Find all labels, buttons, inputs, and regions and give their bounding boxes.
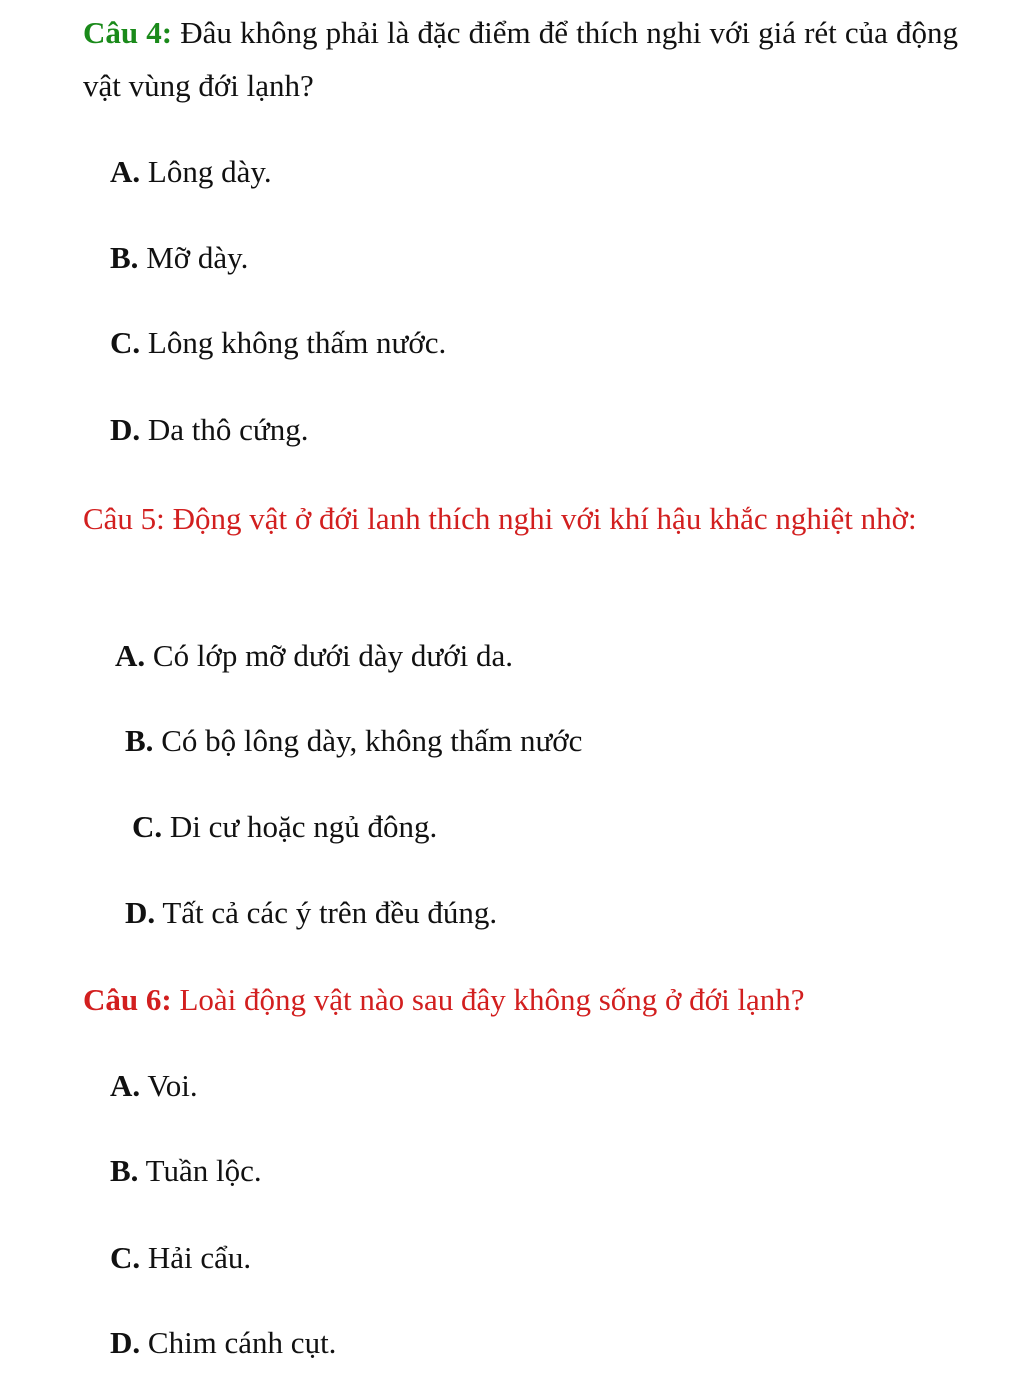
option-text: Lông dày. bbox=[147, 154, 272, 189]
question-6-option-c bbox=[110, 1238, 251, 1278]
question-5-label: Câu 5: bbox=[83, 501, 165, 536]
question-6-option-d bbox=[110, 1323, 336, 1363]
question-5-option-a bbox=[115, 636, 513, 676]
option-text: Mỡ dày. bbox=[146, 240, 249, 275]
option-text: Có lớp mỡ dưới dày dưới da. bbox=[152, 638, 513, 673]
question-4 bbox=[83, 6, 958, 112]
option-text: Tất cả các ý trên đều đúng. bbox=[162, 895, 498, 930]
question-5-option-b bbox=[125, 721, 582, 761]
option-letter: D. bbox=[110, 412, 141, 447]
option-text: Hải cẩu. bbox=[147, 1240, 252, 1275]
option-letter: B. bbox=[125, 723, 154, 758]
question-5-text: Động vật ở đới lanh thích nghi với khí hậu khắc nghiệt nhờ: bbox=[172, 501, 917, 536]
option-letter: D. bbox=[110, 1325, 141, 1360]
option-text: Có bộ lông dày, không thấm nước bbox=[161, 723, 583, 758]
option-letter: D. bbox=[125, 895, 156, 930]
option-letter: C. bbox=[110, 1240, 141, 1275]
question-5-option-d bbox=[125, 893, 497, 933]
option-letter: C. bbox=[132, 809, 163, 844]
option-text: Da thô cứng. bbox=[147, 412, 309, 447]
question-4-option-a bbox=[110, 152, 272, 192]
option-letter: A. bbox=[115, 638, 146, 673]
question-6-text: Loài động vật nào sau đây không sống ở đới lạnh? bbox=[179, 982, 805, 1017]
option-text: Voi. bbox=[147, 1068, 198, 1103]
option-text: Tuần lộc. bbox=[145, 1153, 262, 1188]
option-text: Di cư hoặc ngủ đông. bbox=[169, 809, 438, 844]
question-6-option-a bbox=[110, 1066, 198, 1106]
question-6 bbox=[83, 973, 983, 1026]
option-letter: A. bbox=[110, 1068, 141, 1103]
option-letter: B. bbox=[110, 240, 139, 275]
question-6-label: Câu 6: bbox=[83, 982, 172, 1017]
option-text: Lông không thấm nước. bbox=[147, 325, 447, 360]
option-letter: B. bbox=[110, 1153, 139, 1188]
question-5-option-c bbox=[132, 807, 437, 847]
question-5 bbox=[83, 492, 958, 545]
question-4-option-d bbox=[110, 410, 308, 450]
question-4-option-c bbox=[110, 323, 446, 363]
question-4-label: Câu 4: bbox=[83, 15, 173, 50]
question-6-option-b bbox=[110, 1151, 262, 1191]
question-4-text: Đâu không phải là đặc điểm để thích nghi với giá rét của động vật vùng đới lạnh? bbox=[83, 15, 959, 103]
question-4-option-b bbox=[110, 238, 248, 278]
option-text: Chim cánh cụt. bbox=[147, 1325, 337, 1360]
option-letter: C. bbox=[110, 325, 141, 360]
option-letter: A. bbox=[110, 154, 141, 189]
